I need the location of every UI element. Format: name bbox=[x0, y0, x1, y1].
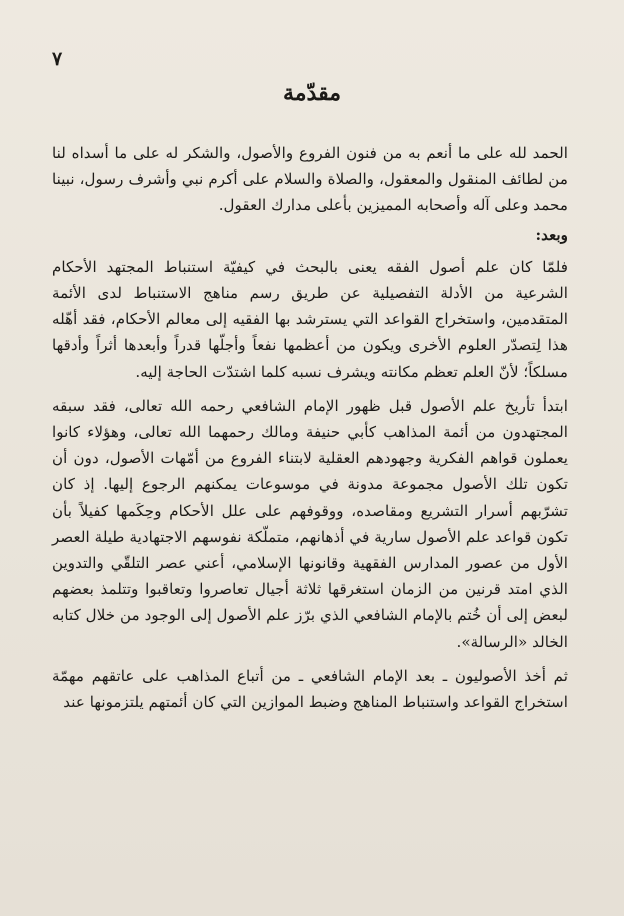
page-body bbox=[52, 140, 568, 723]
paragraph-usul-history: ابتدأ تأريخ علم الأصول قبل ظهور الإمام الشافعي رحمه الله تعالى، فقد سبقه المجتهدون من أئمة المذاهب كأبي حنيفة ومالك رحمهما الله تعالى، وهؤلاء كانوا يعملون قواهم الفكرية وجهودهم العقلية لابتناء الفروع من أمّهات الأصول، دون أن تكون تلك الأصول مجموعة مدونة في موسوعات يمكنهم الرجوع إليها. إذ كان تشرّبهم أسرار التشريع ومقاصده، ووقوفهم على علل الأحكام وحِكَمها كفيلاً بأن تكون قواعد علم الأصول سارية في أذهانهم، متملّكة نفوسهم الاجتهادية طيلة العصر الأول من عصور المدارس الفقهية وقانونها الإسلامي، أعني عصر التلقّي والتدوين الذي امتد قرنين من الزمان استغرقها ثلاثة أجيال تعاصروا وتعاقبوا وتتلمذ بعضهم لبعض إلى أن خُتم بالإمام الشافعي الذي برّز علم الأصول إلى الوجود من خلال كتابه الخالد «الرسالة». bbox=[52, 396, 568, 651]
page-title: مقدّمة bbox=[282, 80, 342, 106]
page-number: ٧ bbox=[52, 48, 63, 70]
paragraph-wa-baad: وبعد: bbox=[535, 225, 568, 244]
paragraph-opening: الحمد لله على ما أنعم به من فنون الفروع والأصول، والشكر له على ما أسداه لنا من لطائف المنقول والمعقول، والصلاة والسلام على أكرم نبي وأشرف رسول، نبينا محمد وعلى آله وأصحابه المميزين بأعلى مدارك العقول. bbox=[52, 144, 568, 215]
paragraph-after-shafii: ثم أخذ الأصوليون ـ بعد الإمام الشافعي ـ من أتباع المذاهب على عاتقهم مهمّة استخراج القواعد واستنباط المناهج وضبط الموازين التي كان أئمتهم يلتزمونها عند bbox=[52, 666, 568, 712]
paragraph-usul-importance: فلمّا كان علم أصول الفقه يعنى بالبحث في كيفيّة استنباط المجتهد الأحكام الشرعية من الأدلة التفصيلية عن طريق رسم مناهج الاستنباط لدى الأئمة المتقدمين، واستخراج القواعد التي يسترشد بها الفقيه إلى معالم الأحكام، فقد أهّله هذا لِتصدّر العلوم الأخرى ويكون من أعظمها نفعاً وأجلّها قدراً وأبعدها أثراً وأدقها مسلكاً؛ لأنّ العلم تعظم مكانته ويشرف نسبه كلما اشتدّت الحاجة إليه. bbox=[52, 257, 568, 381]
